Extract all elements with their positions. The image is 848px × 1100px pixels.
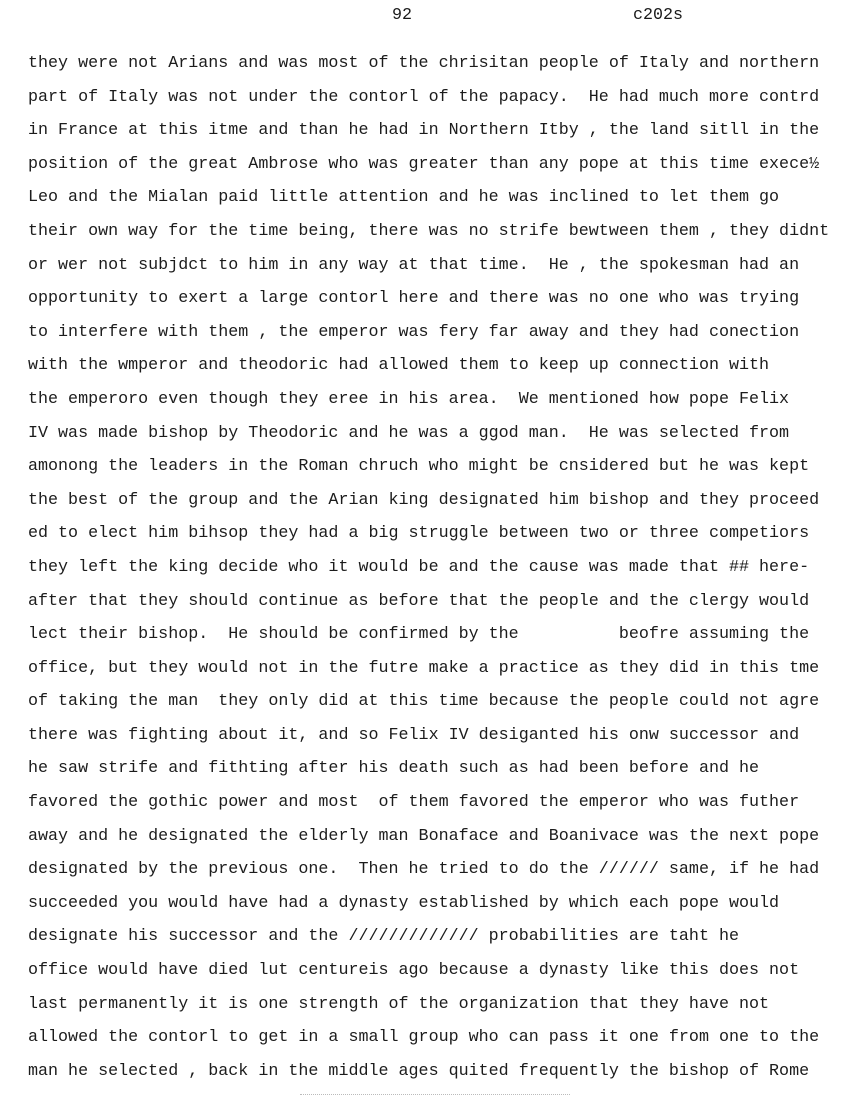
text-line: designated by the previous one. Then he tried to do the ////// same, if he had — [28, 860, 820, 880]
text-line: designate his successor and the ///////////// probabilities are taht he — [28, 927, 740, 947]
document-code: c202s — [633, 6, 684, 25]
text-line: amonong the leaders in the Roman chruch who might be cnsidered but he was kept — [28, 457, 810, 477]
text-line: last permanently it is one strength of the organization that they have not — [28, 994, 770, 1014]
text-line: they left the king decide who it would be and the cause was made that ## here- — [28, 557, 810, 577]
text-line: with the wmperor and theodoric had allowed them to keep up connection with — [28, 356, 770, 376]
text-line: lect their bishop. He should be confirmed by the beofre assuming the — [28, 625, 810, 645]
text-line: after that they should continue as before that the people and the clergy would — [28, 591, 810, 611]
typed-body-text — [28, 47, 848, 1088]
text-line: favored the gothic power and most of them favored the emperor who was futher — [28, 793, 800, 813]
text-line: or wer not subjdct to him in any way at that time. He , the spokesman had an — [28, 255, 800, 275]
text-line: of taking the man they only did at this time because the people could not agre — [28, 692, 820, 712]
text-line: the best of the group and the Arian king designated him bishop and they proceed — [28, 490, 820, 510]
footer-smudge — [300, 1094, 570, 1097]
page-number: 92 — [392, 6, 413, 25]
text-line: position of the great Ambrose who was greater than any pope at this time exece½ — [28, 154, 820, 174]
text-line: opportunity to exert a large contorl here and there was no one who was trying — [28, 289, 800, 309]
text-line: Leo and the Mialan paid little attention and he was inclined to let them go — [28, 188, 780, 208]
text-line: to interfere with them , the emperor was fery far away and they had conection — [28, 322, 800, 342]
text-line: in France at this itme and than he had in Northern Itby , the land sitll in the — [28, 121, 820, 141]
text-line: succeeded you would have had a dynasty established by which each pope would — [28, 893, 780, 913]
text-line: allowed the contorl to get in a small group who can pass it one from one to the — [28, 1028, 820, 1048]
text-line: IV was made bishop by Theodoric and he was a ggod man. He was selected from — [28, 423, 790, 443]
text-line: man he selected , back in the middle ages quited frequently the bishop of Rome — [28, 1061, 810, 1081]
text-line: there was fighting about it, and so Felix IV desiganted his onw successor and — [28, 725, 800, 745]
text-line: he saw strife and fithting after his death such as had been before and he — [28, 759, 760, 779]
text-line: office, but they would not in the futre make a practice as they did in this tme — [28, 658, 820, 678]
text-line: away and he designated the elderly man Bonaface and Boanivace was the next pope — [28, 826, 820, 846]
text-line: their own way for the time being, there was no strife bewtween them , they didnt — [28, 221, 830, 241]
text-line: office would have died lut centureis ago because a dynasty like this does not — [28, 961, 800, 981]
text-line: part of Italy was not under the contorl of the papacy. He had much more contrd — [28, 87, 820, 107]
text-line: the emperoro even though they eree in his area. We mentioned how pope Felix — [28, 389, 790, 409]
text-line: ed to elect him bihsop they had a big struggle between two or three competiors — [28, 524, 810, 544]
text-line: they were not Arians and was most of the chrisitan people of Italy and northern — [28, 54, 820, 73]
